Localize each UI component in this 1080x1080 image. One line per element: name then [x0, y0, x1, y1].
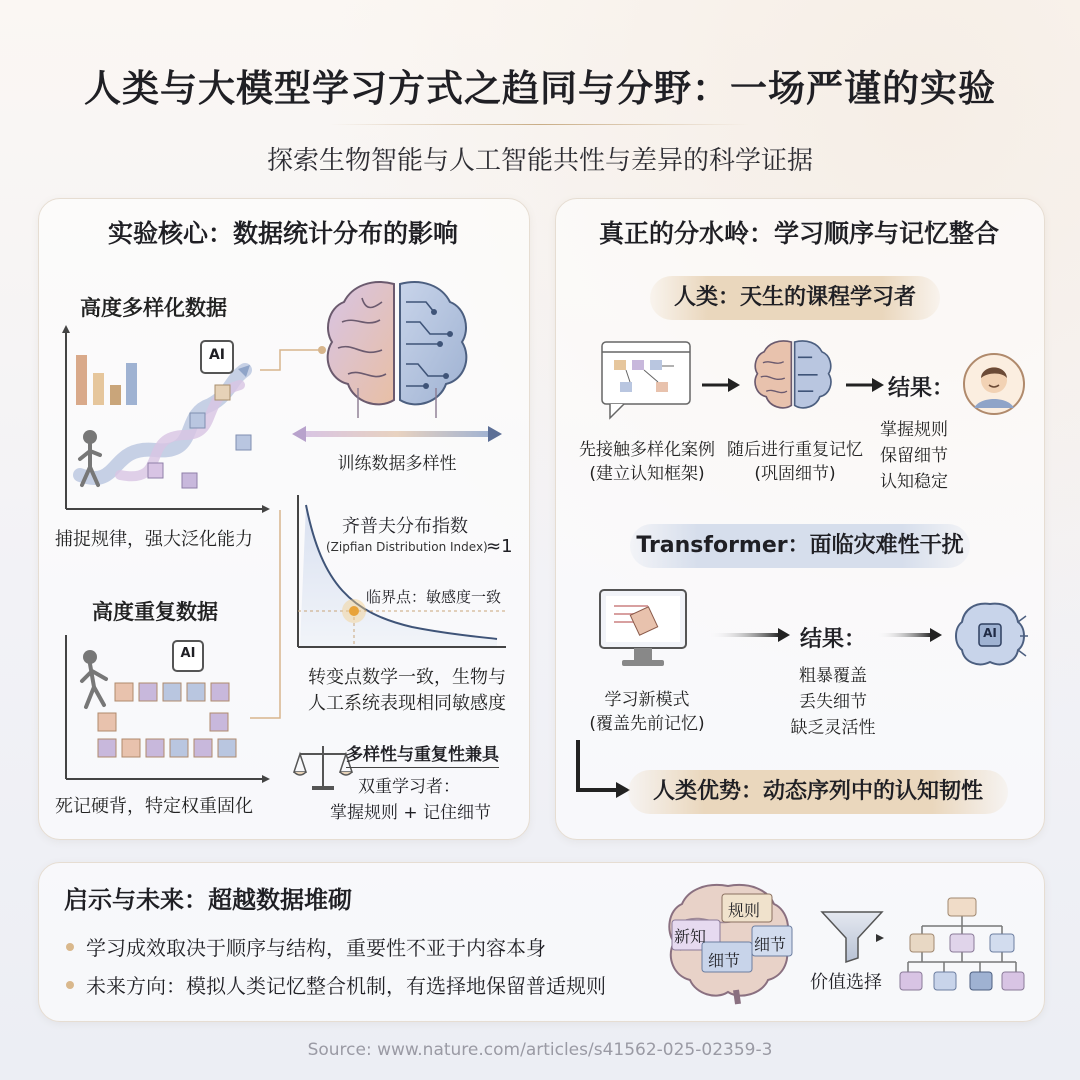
diverse-data-caption: 捕捉规律，强大泛化能力 — [55, 529, 253, 550]
zipf-critical-label: 临界点：敏感度一致 — [366, 588, 502, 606]
human-step1-b: (建立认知框架) — [589, 464, 705, 484]
bullet-dot — [66, 943, 74, 951]
brain-tag-detail-right: 细节 — [754, 935, 787, 954]
case-diagram-icon — [600, 340, 692, 420]
zipf-approx: ≈1 — [486, 536, 513, 557]
diversity-arrow — [292, 424, 502, 444]
arrow-right-icon — [702, 378, 740, 392]
balance-line-1: 双重学习者： — [358, 777, 460, 797]
zipf-caption-1: 转变点数学一致，生物与 — [308, 667, 506, 688]
brain-tag-rule: 规则 — [728, 901, 761, 920]
small-brain-icon — [752, 338, 834, 416]
elbow-arrow-icon — [574, 740, 630, 802]
repetitive-data-label: 高度重复数据 — [92, 600, 218, 624]
transformer-result-1: 粗暴覆盖 — [799, 666, 867, 686]
bullet-item-1: 学习成效取决于顺序与结构，重要性不亚于内容本身 — [86, 936, 546, 960]
human-step1-a: 先接触多样化案例 — [579, 440, 715, 460]
funnel-icon — [820, 908, 884, 964]
human-advantage-pill: 人类优势：动态序列中的认知韧性 — [628, 770, 1008, 814]
diverse-ai-chip — [200, 340, 234, 374]
zipf-title-en: (Zipfian Distribution Index) — [326, 540, 488, 554]
brain-icon — [322, 278, 472, 418]
human-result-label: 结果： — [888, 376, 955, 401]
human-step2-b: (巩固细节) — [754, 464, 836, 484]
human-avatar — [962, 352, 1026, 416]
human-result-2: 保留细节 — [880, 446, 948, 466]
balance-line-2: 掌握规则 + 记住细节 — [330, 803, 492, 823]
diverse-data-label: 高度多样化数据 — [80, 296, 227, 320]
transformer-pill: Transformer：面临灾难性干扰 — [630, 524, 970, 568]
brain-tag-detail-left: 细节 — [708, 951, 741, 970]
long-arrow-icon — [876, 628, 942, 642]
diverse-data-illustration — [60, 325, 270, 515]
diversity-axis-label: 训练数据多样性 — [337, 454, 457, 474]
ai-brain-chip-label: AI — [983, 626, 997, 640]
repetitive-data-caption: 死记硬背，特定权重固化 — [55, 796, 253, 817]
source-footer: Source: www.nature.com/articles/s41562-025-02359-3 — [307, 1040, 773, 1060]
page-subtitle: 探索生物智能与人工智能共性与差异的科学证据 — [266, 146, 813, 176]
transformer-step-b: (覆盖先前记忆) — [589, 714, 705, 734]
monitor-icon — [598, 588, 688, 670]
balance-heading: 多样性与重复性兼具 — [346, 740, 499, 768]
ai-chip-label: AI — [208, 347, 226, 363]
human-result-1: 掌握规则 — [880, 420, 948, 440]
repetitive-data-illustration — [60, 635, 270, 785]
title-divider — [330, 124, 750, 125]
hierarchy-icon — [900, 896, 1024, 996]
long-arrow-icon — [708, 628, 790, 642]
brain-tag-new: 新知 — [674, 927, 707, 946]
balance-scale-icon — [292, 742, 354, 794]
bullet-dot — [66, 981, 74, 989]
page-title: 人类与大模型学习方式之趋同与分野：一场严谨的实验 — [84, 67, 996, 110]
transformer-step-a: 学习新模式 — [604, 690, 690, 710]
zipf-title: 齐普夫分布指数 — [342, 516, 468, 537]
human-result-3: 认知稳定 — [880, 472, 948, 492]
filter-label: 价值选择 — [810, 972, 882, 993]
zipf-caption-2: 人工系统表现相同敏感度 — [308, 693, 506, 714]
ai-chip-label: AI — [180, 646, 196, 661]
transformer-result-2: 丢失细节 — [799, 692, 867, 712]
transformer-result-label: 结果： — [800, 627, 867, 652]
bottom-panel-title: 启示与未来：超越数据堆砌 — [64, 886, 352, 914]
transformer-result-3: 缺乏灵活性 — [790, 718, 876, 738]
human-learner-pill: 人类：天生的课程学习者 — [650, 276, 940, 320]
arrow-right-icon — [846, 378, 884, 392]
right-panel-title: 真正的分水岭：学习顺序与记忆整合 — [598, 219, 999, 248]
human-step2-a: 随后进行重复记忆 — [727, 440, 863, 460]
left-panel-title: 实验核心：数据统计分布的影响 — [107, 219, 458, 248]
bullet-item-2: 未来方向：模拟人类记忆整合机制，有选择地保留普适规则 — [86, 974, 606, 998]
